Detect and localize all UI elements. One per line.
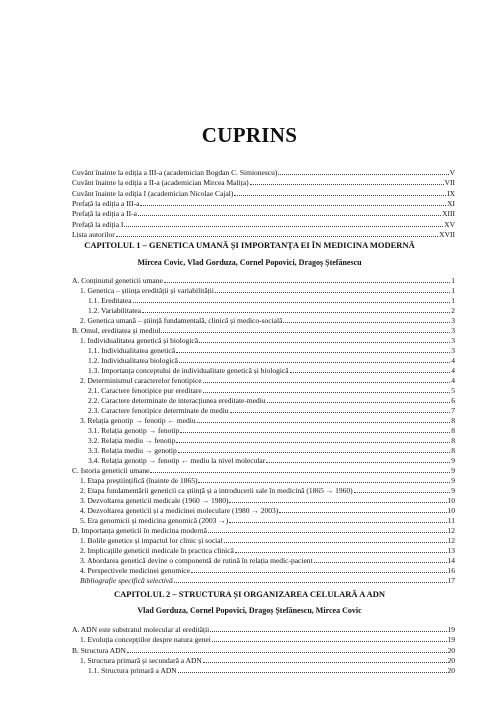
toc-entry-page: 3 xyxy=(451,336,455,345)
dot-leader xyxy=(197,422,451,423)
toc-entry[interactable] xyxy=(80,655,455,665)
toc-entry[interactable] xyxy=(88,345,455,355)
toc-entry[interactable] xyxy=(80,565,455,575)
dot-leader xyxy=(199,342,450,343)
toc-entry-page: 8 xyxy=(451,416,455,425)
toc-entry-page: 20 xyxy=(447,645,455,655)
toc-entry-page: 1 xyxy=(451,276,455,285)
dot-leader xyxy=(314,562,447,563)
toc-entry[interactable] xyxy=(72,177,455,187)
dot-leader xyxy=(138,215,441,216)
toc-entry[interactable] xyxy=(88,425,455,435)
chapter-2-title: CAPITOLUL 2 – STRUCTURA ȘI ORGANIZAREA CELULARĂ A ADN xyxy=(114,589,385,599)
dot-leader xyxy=(267,402,451,403)
toc-entry-title: A. Conținutul geneticii umane xyxy=(72,276,163,285)
toc-entry-page: 5 xyxy=(451,386,455,395)
toc-entry[interactable] xyxy=(72,229,455,239)
toc-entry[interactable] xyxy=(72,624,455,634)
toc-entry-title: 3. Abordarea genetică devine o componentă de rutină în relația medic-pacient xyxy=(80,556,313,565)
toc-entry-page: 9 xyxy=(451,486,455,495)
chapter-1-authors: Mircea Covic, Vlad Gorduza, Cornel Popovici, Dragoș Ștefănescu xyxy=(137,258,362,267)
page-title: CUPRINS xyxy=(201,123,298,147)
toc-entry-title: 2.1. Caractere fenotipice pur ereditare xyxy=(88,386,202,395)
toc-entry[interactable] xyxy=(80,634,455,644)
dot-leader xyxy=(140,205,446,206)
toc-entry-page: 14 xyxy=(447,556,455,565)
toc-entry[interactable] xyxy=(80,335,455,345)
toc-entry[interactable] xyxy=(72,188,455,198)
toc-entry-page: XI xyxy=(447,198,455,208)
dot-leader xyxy=(191,572,447,573)
toc-entry-title: 1. Evoluția concepțiilor despre natura genei xyxy=(80,635,211,645)
toc-entry-title: 1.3. Importanța conceptului de individualitate genetică și biologică xyxy=(88,366,289,375)
toc-entry-page: VII xyxy=(444,178,455,188)
toc-entry-title: C. Istoria geneticii umane xyxy=(72,466,150,475)
toc-entry[interactable] xyxy=(80,495,455,505)
toc-entry[interactable] xyxy=(88,355,455,365)
dot-leader xyxy=(203,392,451,393)
toc-entry-page: 19 xyxy=(447,635,455,645)
toc-entry[interactable] xyxy=(88,365,455,375)
toc-entry[interactable] xyxy=(80,415,455,425)
toc-entry-page: 8 xyxy=(451,426,455,435)
toc-entry-page: 1 xyxy=(451,286,455,295)
toc-entry[interactable] xyxy=(80,485,455,495)
toc-entry-title: 3.1. Relația genotip → fenotip xyxy=(88,426,180,435)
dot-leader xyxy=(266,462,450,463)
toc-entry-page: XIII xyxy=(442,209,455,219)
toc-entry[interactable] xyxy=(72,219,455,229)
toc-entry-title: Prefață la ediția I xyxy=(72,219,124,229)
toc-entry[interactable] xyxy=(80,315,455,325)
toc-entry-title: B. Structura ADN xyxy=(72,645,126,655)
dot-leader xyxy=(210,631,446,632)
dot-leader xyxy=(150,472,450,473)
toc-entry-page: 20 xyxy=(447,655,455,665)
toc-entry-title: 2. Genetica umană – știință fundamentală, clinică și medico-socială xyxy=(80,316,283,325)
toc-entry[interactable] xyxy=(72,325,455,335)
dot-leader xyxy=(161,332,450,333)
toc-entry-title: 1.2. Variabilitatea xyxy=(88,306,141,315)
dot-leader xyxy=(278,174,448,175)
toc-entry-page: 10 xyxy=(447,496,455,505)
dot-leader xyxy=(203,662,447,663)
toc-entry[interactable] xyxy=(88,395,455,405)
toc-entry-page: 13 xyxy=(447,546,455,555)
dot-leader xyxy=(229,502,446,503)
toc-entry-title: 1.2. Individualitatea biologică xyxy=(88,356,178,365)
toc-entry[interactable] xyxy=(80,285,455,295)
toc-entry-page: 17 xyxy=(447,576,455,585)
dot-leader xyxy=(198,482,450,483)
toc-entry-title: 1.1. Ereditatea xyxy=(88,296,132,305)
toc-entry-page: 11 xyxy=(447,516,455,525)
toc-entry-title: 1. Structura primară și secundară a ADN xyxy=(80,655,202,665)
toc-entry-page: 4 xyxy=(451,366,455,375)
toc-entry-page: IX xyxy=(447,188,455,198)
toc-entry-page: 20 xyxy=(447,666,455,676)
toc-entry-title: 1. Genetica – știința eredității și variabilității xyxy=(80,286,214,295)
toc-entry-page: 2 xyxy=(451,306,455,315)
toc-entry[interactable] xyxy=(72,525,455,535)
toc-entry-title: 3.2. Relația mediu → fenotip xyxy=(88,436,176,445)
toc-entry[interactable] xyxy=(88,445,455,455)
toc-entry[interactable] xyxy=(88,435,455,445)
toc-entry[interactable] xyxy=(88,385,455,395)
dot-leader xyxy=(180,432,450,433)
dot-leader xyxy=(250,184,444,185)
toc-entry-title: 3.4. Relația genotip → fenotip ← mediu la nivel molecular xyxy=(88,456,266,465)
toc-entry-page: 3 xyxy=(451,326,455,335)
toc-entry[interactable] xyxy=(80,505,455,515)
toc-entry-page: 7 xyxy=(451,406,455,415)
toc-entry[interactable] xyxy=(72,465,455,475)
dot-leader xyxy=(179,362,450,363)
toc-entry[interactable] xyxy=(88,295,455,305)
toc-entry-title: 2.2. Caractere determinate de interacțiunea ereditate-mediu xyxy=(88,396,266,405)
toc-entry[interactable] xyxy=(80,475,455,485)
toc-entry-title: 3.3. Relația mediu → genotip xyxy=(88,446,177,455)
toc-entry[interactable] xyxy=(72,198,455,208)
toc-entry-page: 9 xyxy=(451,456,455,465)
toc-entry[interactable] xyxy=(80,535,455,545)
dot-leader xyxy=(208,532,447,533)
toc-entry[interactable] xyxy=(88,665,455,675)
toc-entry-page: XV xyxy=(444,219,455,229)
toc-entry-page: 12 xyxy=(447,536,455,545)
dot-leader xyxy=(229,522,446,523)
toc-entry-title: Cuvânt înainte la ediția I (academician Nicolae Cajal) xyxy=(72,188,234,198)
dot-leader xyxy=(127,652,447,653)
toc-entry-title: 4. Perspectivele medicinei genomice xyxy=(80,566,190,575)
toc-entry-page: 4 xyxy=(451,376,455,385)
toc-entry-title: Bibliografie specifică selectivă xyxy=(80,576,173,585)
toc-entry-title: 4. Dezvoltarea geneticii și a medicinei moleculare (1980 → 2003) xyxy=(80,506,279,515)
toc-entry-page: 9 xyxy=(451,476,455,485)
dot-leader xyxy=(230,412,451,413)
dot-leader xyxy=(279,512,446,513)
toc-entry-page: 8 xyxy=(451,446,455,455)
toc-entry-page: 3 xyxy=(451,316,455,325)
chapter-2-authors: Vlad Gorduza, Cornel Popovici, Dragoș Ștefănescu, Mircea Covic xyxy=(137,606,362,615)
toc-entry-title: 5. Era genomicii și medicina genomică (2003 →) xyxy=(80,516,229,525)
toc-entry-title: B. Omul, ereditatea și mediul xyxy=(72,326,161,335)
toc-entry-title: 1. Etapa preștiințifică (înainte de 1865) xyxy=(80,476,198,485)
toc-entry[interactable] xyxy=(72,167,455,177)
dot-leader xyxy=(164,282,450,283)
dot-leader xyxy=(174,582,447,583)
toc-entry-page: 12 xyxy=(447,526,455,535)
toc-entry-title: 3. Dezvoltarea geneticii medicale (1960 → 1980) xyxy=(80,496,229,505)
dot-leader xyxy=(124,226,443,227)
toc-entry[interactable] xyxy=(88,455,455,465)
toc-entry[interactable] xyxy=(80,375,455,385)
toc-entry-page: 16 xyxy=(447,566,455,575)
toc-entry-page: V xyxy=(449,168,455,177)
dot-leader xyxy=(176,442,450,443)
dot-leader xyxy=(290,372,451,373)
toc-entry-title: Lista autorilor xyxy=(72,229,115,239)
toc-entry[interactable] xyxy=(80,575,455,585)
toc-entry[interactable] xyxy=(88,305,455,315)
toc-entry-page: XVII xyxy=(439,229,455,239)
toc-entry-title: Prefață la ediția a II-a xyxy=(72,209,137,219)
toc-entry-page: 8 xyxy=(451,436,455,445)
dot-leader xyxy=(178,452,451,453)
dot-leader xyxy=(203,382,451,383)
dot-leader xyxy=(234,195,446,196)
toc-entry-page: 1 xyxy=(451,296,455,305)
toc-entry-page: 3 xyxy=(451,346,455,355)
toc-entry[interactable] xyxy=(80,555,455,565)
toc-entry-title: 1. Individualitatea genetică și biologică xyxy=(80,336,199,345)
toc-entry-page: 10 xyxy=(447,506,455,515)
dot-leader xyxy=(133,302,451,303)
toc-entry-title: 1. Bolile genetice și impactul lor clinic și social xyxy=(80,536,223,545)
dot-leader xyxy=(283,322,450,323)
toc-entry-title: Cuvânt înainte la ediția a II-a (academician Mircea Malița) xyxy=(72,178,249,188)
toc-entry[interactable] xyxy=(72,645,455,655)
dot-leader xyxy=(354,492,451,493)
toc-entry-title: 2. Etapa fundamentării geneticii ca știință și a introducerii sale în medicină (1865 → 1960) xyxy=(80,486,353,495)
toc-entry-page: 9 xyxy=(451,466,455,475)
toc-entry-title: A. ADN este substratul molecular al eredității xyxy=(72,625,210,634)
dot-leader xyxy=(178,672,447,673)
toc-entry-title: 3. Relația genotip → fenotip ← mediu xyxy=(80,416,196,425)
toc-entry-title: 1.1. Structura primară a ADN xyxy=(88,666,177,676)
toc-entry-title: 2. Determinismul caracterelor fenotipice xyxy=(80,376,202,385)
dot-leader xyxy=(224,542,447,543)
toc-entry[interactable] xyxy=(72,208,455,218)
toc-entry-title: D. Importanța geneticii în medicina modernă xyxy=(72,526,207,535)
dot-leader xyxy=(235,552,447,553)
dot-leader xyxy=(215,292,450,293)
dot-leader xyxy=(116,236,438,237)
toc-entry-title: Cuvânt înainte la ediția a III-a (academician Bogdan C. Simionescu) xyxy=(72,168,278,177)
toc-entry-title: 2.3. Caractere fenotipice determinate de mediu xyxy=(88,406,229,415)
toc-entry-title: 1.1. Individualitatea genetică xyxy=(88,346,176,355)
toc-entry-page: 4 xyxy=(451,356,455,365)
toc-entry[interactable] xyxy=(88,405,455,415)
toc-entry-page: 19 xyxy=(447,625,455,634)
toc-entry[interactable] xyxy=(72,275,455,285)
toc-entry-title: 2. Implicațiile geneticii medicale în practica clinică xyxy=(80,546,234,555)
dot-leader xyxy=(142,312,450,313)
chapter-1-title: CAPITOLUL 1 – GENETICA UMANĂ ȘI IMPORTANȚA EI ÎN MEDICINA MODERNĂ xyxy=(84,240,415,250)
toc-entry[interactable] xyxy=(80,515,455,525)
dot-leader xyxy=(176,352,450,353)
toc-entry-page: 6 xyxy=(451,396,455,405)
dot-leader xyxy=(212,641,447,642)
toc-entry-title: Prefață la ediția a III-a xyxy=(72,198,140,208)
toc-entry[interactable] xyxy=(80,545,455,555)
